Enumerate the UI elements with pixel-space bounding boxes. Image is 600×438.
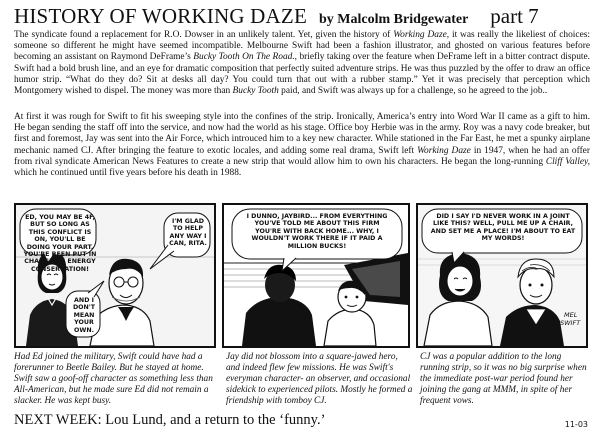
italic-title: Cliff Valley, bbox=[545, 156, 590, 167]
paragraph-text: , briefly taking over the feature when DeFrame left in a bitter contract dispute. Swift had a bold brush line, and an eye for dramatic composition that perfectly suited adventure strips. He was thus puzzled by the offer to draw an office humor strip. “What do they do? Sit at desks all day? You could turn that out with a rubber stamp.” Yet it was precisely that perception which Montgomery wished to dispel. The money was more than bbox=[14, 52, 590, 97]
panel-3-caption: CJ was a popular addition to the long running strip, so it was no big surprise when the immediate post-war period found her joining the gang at MMM, in spite of her frequent vows. bbox=[420, 352, 587, 406]
speech-balloon-cj-mmm: DID I SAY I'D NEVER WORK IN A JOINT LIKE THIS? WELL, PULL ME UP A CHAIR, AND SET ME A PLACE! I'M ABOUT TO EAT MY WORDS! bbox=[430, 213, 576, 243]
paragraph-text: paid, and Swift was always up for a challenge, so he agreed to the job.. bbox=[278, 86, 548, 97]
comic-panel-2 bbox=[222, 203, 410, 348]
paragraph-text: At first it was rough for Swift to fit his sweeping style into the confines of the strip. Ironically, America’s entry into Word War II came as a gift to him. He began sending the staff off into the service, and now had the world as his stage. Office boy Herbie was in the army. Roy was a navy code breaker, but first and foremost, Jay was sent into the Air Force, which introuced him to a key new character. While stationed in the Far East, he met a spunky airplane mechanic named CJ. After bringing the feature to exotic locales, and adding some real drama, Swift left bbox=[14, 112, 590, 156]
panel-2-caption: Jay did not blossom into a square-jawed hero, and indeed flew few missions. He was Swift's everyman character- an observer, and occasional sidekick to experienced pilots. Mostly he formed a friendship with tomboy CJ. bbox=[226, 352, 413, 406]
italic-title: Bucky Tooth bbox=[232, 86, 279, 97]
svg-text:SWIFT: SWIFT bbox=[560, 319, 581, 327]
comic-panel-1 bbox=[14, 203, 216, 348]
paragraph-1 bbox=[14, 30, 590, 97]
article-part-label: part 7 bbox=[490, 4, 539, 28]
speech-balloon-rita-aside: AND I DON'T MEAN YOUR OWN. bbox=[72, 297, 96, 334]
speech-balloon-ed: I'M GLAD TO HELP ANY WAY I CAN, RITA. bbox=[169, 218, 207, 248]
italic-title: Working Daze bbox=[417, 145, 471, 156]
paragraph-text: The syndicate found a replacement for R.O. Dowser in an unlikely talent. Yet, given the history of bbox=[14, 30, 394, 40]
paragraph-text: in 1947, when he had an offer from rival syndicate American News Features to create a new strip that would allow him to own his characters. He began the long-running bbox=[14, 145, 590, 167]
next-week-teaser: NEXT WEEK: Lou Lund, and a return to the ‘funny.’ bbox=[14, 412, 326, 428]
article-byline: by Malcolm Bridgewater bbox=[318, 12, 469, 27]
paragraph-2 bbox=[14, 112, 590, 179]
comic-panel-3 bbox=[416, 203, 588, 348]
speech-balloon-rita: ED, YOU MAY BE 4F, BUT SO LONG AS THIS CONFLICT IS ON, YOU'LL BE DOING YOUR PART. YOU'RE BEEN PUT IN CHARGE OF ENERGY CONSERVATION! bbox=[23, 214, 97, 273]
article-title: HISTORY OF WORKING DAZE bbox=[14, 4, 307, 28]
paragraph-text: which he continued until five years before his death in 1988. bbox=[14, 168, 242, 179]
svg-text:MEL: MEL bbox=[564, 311, 578, 319]
article-title-row bbox=[14, 4, 594, 30]
italic-title: Working Daze bbox=[393, 30, 447, 40]
italic-title: Bucky Tooth On The Road. bbox=[193, 52, 295, 63]
speech-balloon-cj: I DUNNO, JAYBIRD... FROM EVERYTHING YOU'VE TOLD ME ABOUT THIS FIRM YOU'RE WITH BACK HOME... WHY, I WOULDN'T WORK THERE IF IT PAID A MILLION BUCKS! bbox=[246, 213, 388, 250]
date-code: 11-03 bbox=[564, 420, 588, 429]
panel-1-caption: Had Ed joined the military, Swift could have had a forerunner to Beetle Bailey. But he stayed at home. Swift saw a goof-off character as something less than All-American, but he made sure Ed did not remain a slacker. He was kept busy. bbox=[14, 352, 213, 406]
paragraph-text: , it was really the likeliest of choices: someone so different he might have seemed incompatible. Melbourne Swift had been a fashion illustrator, and ghosted on various features before becoming an assistant on Raymond DeFrame’s bbox=[14, 30, 590, 63]
